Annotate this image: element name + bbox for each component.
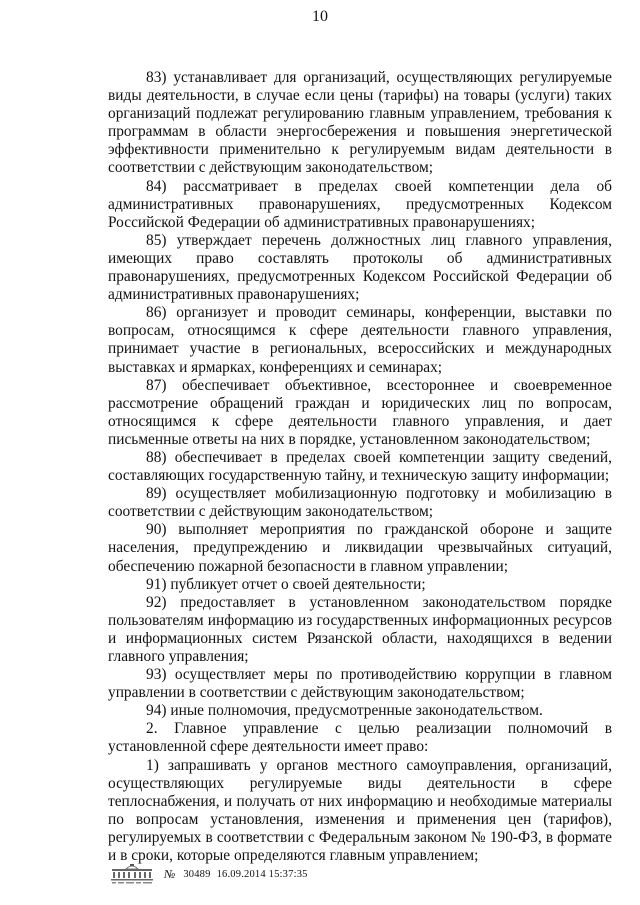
paragraph-86: 86) организует и проводит семинары, конференции, выставки по вопросам, относящимся к сфере деятельности главного управления, принимает участие в региональных, всероссийских и международных выставках и ярмарках, конференциях и семинарах; [108,304,612,376]
document-body [108,69,612,865]
paragraph-87: 87) обеспечивает объективное, всестороннее и своевременное рассмотрение обращений граждан и юридических лиц по вопросам, относящимся к сфере деятельности главного управления, и дает письменные ответы на них в порядке, установленном законодательством; [108,376,612,448]
paragraph-2-rights: 2. Главное управление с целью реализации полномочий в установленной сфере деятельности имеет право: [108,720,612,756]
paragraph-85: 85) утверждает перечень должностных лиц главного управления, имеющих право составлять протоколы об административных правонарушениях, предусмотренных Кодексом Российской Федерации об административных правонарушениях; [108,231,612,304]
paragraph-88: 88) обеспечивает в пределах своей компетенции защиту сведений, составляющих государственную тайну, и техническую защиту информации; [108,448,612,485]
paragraph-91: 91) публикует отчет о своей деятельности; [146,575,426,593]
paragraph-92: 92) предоставляет в установленном законодательством порядке пользователям информацию из государственных информационных ресурсов и информационных систем Рязанской области, находящихся в ведении главного управления; [108,593,612,665]
registration-datetime: 16.09.2014 15:37:35 [216,868,308,880]
number-sign: № [164,866,176,881]
paragraph-83: 83) устанавливает для организаций, осуществляющих регулируемые виды деятельности, в случае если цены (тарифы) на товары (услуги) таких организаций подлежат регулированию главным управлением, требования к программам в области энергосбережения и повышения энергетической эффективности применительно к регулируемым видам деятельности в соответствии с действующим законодательством; [108,69,612,177]
paragraph-90: 90) выполняет мероприятия по гражданской обороне и защите населения, предупреждению и ликвидации чрезвычайных ситуаций, обеспечению пожарной безопасности в главном управлении; [108,521,612,575]
paragraph-89: 89) осуществляет мобилизационную подготовку и мобилизацию в соответствии с действующим законодательством; [108,485,612,521]
document-footer [108,862,308,886]
paragraph-rights-1: 1) запрашивать у органов местного самоуправления, организаций, осуществляющих регулируемые виды деятельности в сфере теплоснабжения, и получать от них информацию и необходимые материалы по вопросам установления, изменения и применения цен (тарифов), регулируемых в соответствии с Федеральным законом № 190-ФЗ, в формате и в сроки, которые определяются главным управлением; [108,756,612,865]
paragraph-93: 93) осуществляет меры по противодействию коррупции в главном управлении в соответствии с действующим законодательством; [108,666,612,702]
paragraph-94: 94) иные полномочия, предусмотренные законодательством. [146,702,543,720]
paragraph-84: 84) рассматривает в пределах своей компетенции дела об административных правонарушениях, предусмотренных Кодексом Российской Федерации об административных правонарушениях; [108,177,612,231]
government-building-logo-icon [108,863,156,885]
page-number: 10 [312,8,328,25]
registration-number: 30489 [183,868,211,880]
